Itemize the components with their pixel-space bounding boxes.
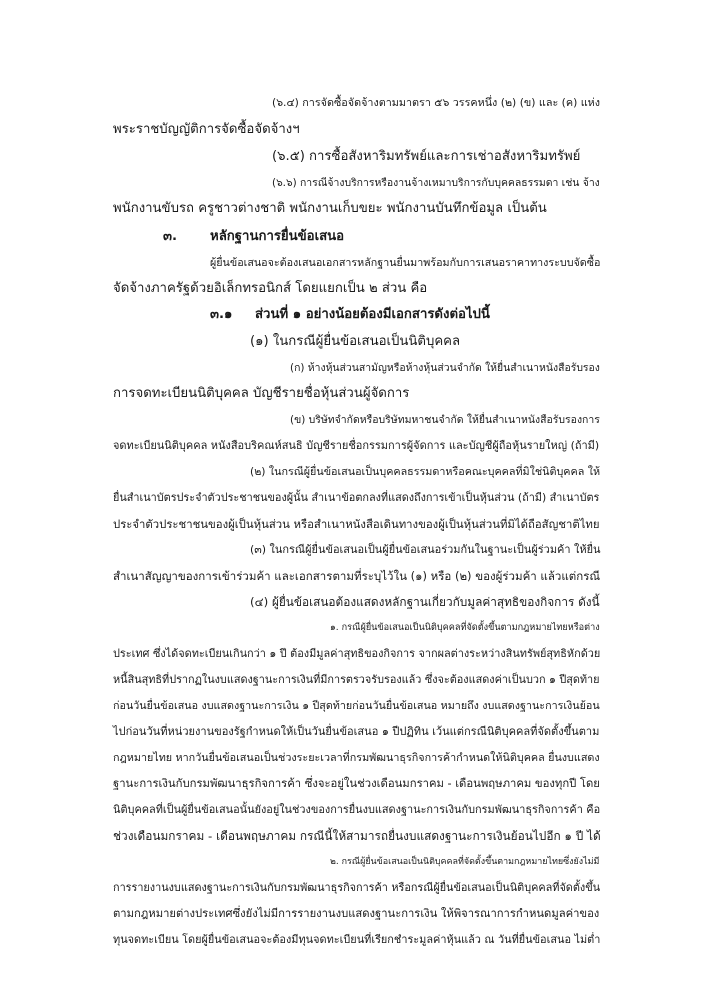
item-2: (๒) ในกรณีผู้ยื่นข้อเสนอเป็นบุคคลธรรมดาหรือคณะบุคคลที่มิใช่นิติบุคคล ให้	[250, 465, 601, 478]
clause-6-4-cont: พระราชบัญญัติการจัดซื้อจัดจ้างฯ	[113, 122, 300, 137]
clause-6-6-cont: พนักงานขับรถ ครูชาวต่างชาติ พนักงานเก็บขยะ พนักงานบันทึกข้อมูล เป็นต้น	[113, 201, 547, 216]
item-4-note-1-l8: นิติบุคคลที่เป็นผู้ยื่นข้อเสนอนั้นยังอยู่ในช่วงของการยื่นงบแสดงฐานะการเงินกับกรมพัฒนาธุรกิจการค้า คือ	[113, 803, 601, 816]
clause-6-6: (๖.๖) การณีจ้างบริการหรืองานจ้างเหมาบริการกับบุคคลธรรมดา เช่น จ้าง	[272, 177, 600, 189]
section-3-1-heading: ส่วนที่ ๑ อย่างน้อยต้องมีเอกสารดังต่อไปนี้	[255, 307, 490, 322]
item-1-b-cont: จดทะเบียนนิติบุคคล หนังสือบริคณห์สนธิ บัญชีรายชื่อกรรมการผู้จัดการ และบัญชีผู้ถือหุ้นรายใหญ่ (ถ้ามี)	[113, 439, 600, 452]
item-4-note-1-l6: กฎหมายไทย หากวันยื่นข้อเสนอเป็นช่วงระยะเวลาที่กรมพัฒนาธุรกิจการค้ากำหนดให้นิติบุคคล ยื่นงบแสดง	[113, 751, 600, 764]
item-2-cont-2: ประจำตัวประชาชนของผู้เป็นหุ้นส่วน หรือสำเนาหนังสือเดินทางของผู้เป็นหุ้นส่วนที่มิได้ถือสัญชาติไทย	[113, 517, 600, 531]
item-4-note-1: ๑. กรณีผู้ยื่นข้อเสนอเป็นนิติบุคคลที่จัดตั้งขึ้นตามกฎหมายไทยหรือต่าง	[330, 623, 600, 633]
item-3-cont: สำเนาสัญญาของการเข้าร่วมค้า และเอกสารตามที่ระบุไว้ใน (๑) หรือ (๒) ของผู้ร่วมค้า แล้วแต่กรณี	[113, 569, 601, 583]
item-2-cont-1: ยื่นสำเนาบัตรประจำตัวประชาชนของผู้นั้น สำเนาข้อตกลงที่แสดงถึงการเข้าเป็นหุ้นส่วน (ถ้ามี) สำเนาบัตร	[113, 491, 600, 504]
item-4-note-1-l3: หนี้สินสุทธิที่ปรากฏในงบแสดงฐานะการเงินที่มีการตรวจรับรองแล้ว ซึ่งจะต้องแสดงค่าเป็นบวก ๑ ปีสุดท้าย	[113, 673, 600, 686]
item-4-note-2: ๒. กรณีผู้ยื่นข้อเสนอเป็นนิติบุคคลที่จัดตั้งขึ้นตามกฎหมายไทยซึ่งยังไม่มี	[330, 857, 600, 867]
section-3-1-number: ๓.๑	[210, 307, 233, 322]
item-1-a: (ก) ห้างหุ้นส่วนสามัญหรือห้างหุ้นส่วนจำกัด ให้ยื่นสำเนาหนังสือรับรอง	[290, 362, 600, 374]
item-3: (๓) ในกรณีผู้ยื่นข้อเสนอเป็นผู้ยื่นข้อเสนอร่วมกันในฐานะเป็นผู้ร่วมค้า ให้ยื่น	[250, 543, 601, 556]
clause-6-5: (๖.๕) การซื้อสังหาริมทรัพย์และการเช่าอสังหาริมทรัพย์	[272, 149, 581, 164]
item-1: (๑) ในกรณีผู้ยื่นข้อเสนอเป็นนิติบุคคล	[250, 334, 461, 349]
item-4-note-1-l4: ก่อนวันยื่นข้อเสนอ งบแสดงฐานะการเงิน ๑ ปีสุดท้ายก่อนวันยื่นข้อเสนอ หมายถึง งบแสดงฐานะการเงินย้อน	[113, 699, 600, 712]
item-4-note-2-l2: การรายงานงบแสดงฐานะการเงินกับกรมพัฒนาธุรกิจการค้า หรือกรณีผู้ยื่นข้อเสนอเป็นนิติบุคคลที่จัดตั้งขึ้น	[113, 881, 601, 894]
item-1-b: (ข) บริษัทจำกัดหรือบริษัทมหาชนจำกัด ให้ยื่นสำเนาหนังสือรับรองการ	[290, 414, 600, 426]
section-3-intro: ผู้ยื่นข้อเสนอจะต้องเสนอเอกสารหลักฐานยื่นมาพร้อมกับการเสนอราคาทางระบบจัดซื้อ	[210, 256, 601, 269]
item-4-note-1-l9: ช่วงเดือนมกราคม - เดือนพฤษภาคม กรณีนี้ให้สามารถยื่นงบแสดงฐานะการเงินย้อนไปอีก ๑ ปี ได้	[113, 829, 601, 843]
section-3-heading: หลักฐานการยื่นข้อเสนอ	[210, 229, 345, 244]
clause-6-4: (๖.๔) การจัดซื้อจัดจ้างตามมาตรา ๕๖ วรรคหนึ่ง (๒) (ข) และ (ค) แห่ง	[272, 96, 601, 109]
item-4: (๔) ผู้ยื่นข้อเสนอต้องแสดงหลักฐานเกี่ยวกับมูลค่าสุทธิของกิจการ ดังนี้	[250, 595, 600, 609]
item-4-note-1-l2: ประเทศ ซึ่งได้จดทะเบียนเกินกว่า ๑ ปี ต้องมีมูลค่าสุทธิของกิจการ จากผลต่างระหว่างสินทรัพย์สุทธิหักด้วย	[113, 647, 601, 660]
section-3-number: ๓.	[163, 229, 178, 244]
item-1-a-cont: การจดทะเบียนนิติบุคคล บัญชีรายชื่อหุ้นส่วนผู้จัดการ	[113, 386, 410, 401]
item-4-note-2-l3: ตามกฎหมายต่างประเทศซึ่งยังไม่มีการรายงานงบแสดงฐานะการเงิน ให้พิจารณาการกำหนดมูลค่าของ	[113, 907, 600, 920]
section-3-intro-cont: จัดจ้างภาครัฐด้วยอิเล็กทรอนิกส์ โดยแยกเป็น ๒ ส่วน คือ	[113, 281, 428, 296]
item-4-note-1-l7: ฐานะการเงินกับกรมพัฒนาธุรกิจการค้า ซึ่งจะอยู่ในช่วงเดือนมกราคม - เดือนพฤษภาคม ของทุกปี โดย	[113, 777, 600, 790]
item-4-note-1-l5: ไปก่อนวันที่หน่วยงานของรัฐกำหนดให้เป็นวันยื่นข้อเสนอ ๑ ปีปฏิทิน เว้นแต่กรณีนิติบุคคลที่จัดตั้งขึ้นตาม	[113, 725, 600, 738]
item-4-note-2-l4: ทุนจดทะเบียน โดยผู้ยื่นข้อเสนอจะต้องมีทุนจดทะเบียนที่เรียกชำระมูลค่าหุ้นแล้ว ณ วันที่ยื่นข้อเสนอ ไม่ต่ำ	[113, 933, 601, 946]
